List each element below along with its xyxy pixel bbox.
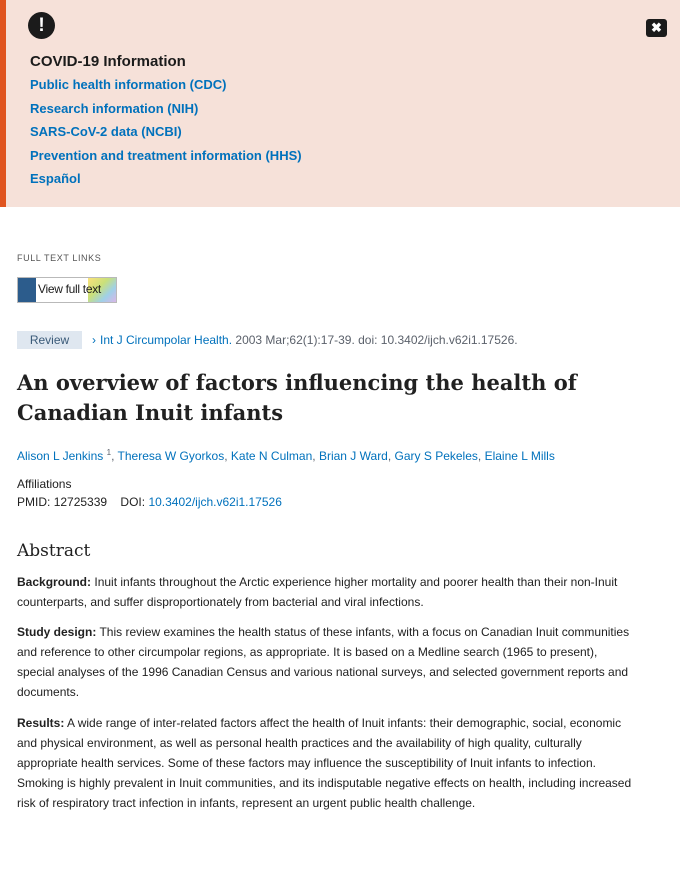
affiliation-marker[interactable]: 1 (106, 448, 112, 457)
doi-link[interactable]: 10.3402/ijch.v62i1.17526 (148, 495, 282, 509)
section-text: Inuit infants throughout the Arctic experience higher mortality and poorer health than their non-Inuit counterparts, and suffer disproportionately from bacterial and viral infections. (17, 575, 618, 609)
banner-link-list (30, 77, 302, 195)
article-type-badge: Review (17, 331, 82, 349)
section-text: A wide range of inter-related factors affect the health of Inuit infants: their demographic, social, economic and physical environment, as well as personal health practices and the availability of high quality, culturally appropriate health services. Some of these factors may influence the susceptibility of Inuit infants to infection. Smoking is highly prevalent in Inuit communities, and its indisputable negative effects on health, including increased risk of respiratory tract infection in infants, represent an urgent public health challenge. (17, 716, 632, 810)
banner-link-espanol[interactable]: Español (30, 171, 81, 186)
section-label: Background: (17, 575, 92, 589)
author-list: Alison L Jenkins $^1$, Theresa W Gyorkos, Kate N Culman, Brian J Ward, Gary S Pekeles, Elaine L Mills (17, 448, 555, 463)
abstract-background (17, 572, 637, 612)
section-label: Results: (17, 716, 65, 730)
citation-line (92, 333, 518, 347)
view-full-text-button[interactable] (17, 277, 117, 303)
author-link[interactable]: Brian J Ward (318, 449, 388, 463)
section-text: This review examines the health status of these infants, with a focus on Canadian Inuit communities and reference to other circumpolar regions, as appropriate. It is based on a Medline search (1965 to present), special analyses of the 1996 Canadian Census and various national surveys, and selected government reports and documents. (17, 625, 630, 699)
banner-link-cdc[interactable]: Public health information (CDC) (30, 77, 227, 92)
author-link[interactable]: Kate N Culman (230, 449, 313, 463)
affiliations-toggle[interactable]: Affiliations (17, 477, 72, 491)
close-banner-button[interactable]: ✖ (646, 19, 667, 37)
pmid-value: 12725339 (53, 495, 108, 509)
full-text-links-label: FULL TEXT LINKS (17, 253, 102, 263)
author-link[interactable]: Alison L Jenkins (17, 449, 104, 463)
pmid-label: PMID: (17, 495, 51, 509)
banner-link-hhs[interactable]: Prevention and treatment information (HHS) (30, 147, 302, 163)
citation-details: 2003 Mar;62(1):17-39. doi: 10.3402/ijch.v62i1.17526. (235, 333, 518, 347)
view-full-text-label: View full text (38, 282, 101, 296)
author-link[interactable]: Elaine L Mills (484, 449, 555, 463)
abstract-heading: Abstract (17, 541, 91, 561)
banner-link-nih[interactable]: Research information (NIH) (30, 100, 199, 116)
alert-icon: ! (28, 12, 55, 39)
chevron-right-icon: › (92, 333, 96, 347)
article-title: An overview of factors influencing the health of Canadian Inuit infants (17, 370, 577, 425)
covid-banner (0, 0, 680, 207)
abstract-results (17, 713, 637, 813)
banner-title: COVID-19 Information (30, 53, 186, 70)
banner-accent-stripe (0, 0, 6, 207)
banner-link-ncbi[interactable]: SARS-CoV-2 data (NCBI) (30, 124, 182, 139)
identifiers (17, 495, 282, 509)
author-link[interactable]: Gary S Pekeles (394, 449, 478, 463)
publisher-logo-icon (18, 278, 36, 302)
doi-label: DOI: (120, 495, 146, 509)
journal-link[interactable]: Int J Circumpolar Health. (100, 333, 233, 347)
abstract-study-design (17, 622, 637, 702)
author-link[interactable]: Theresa W Gyorkos (117, 449, 225, 463)
section-label: Study design: (17, 625, 97, 639)
